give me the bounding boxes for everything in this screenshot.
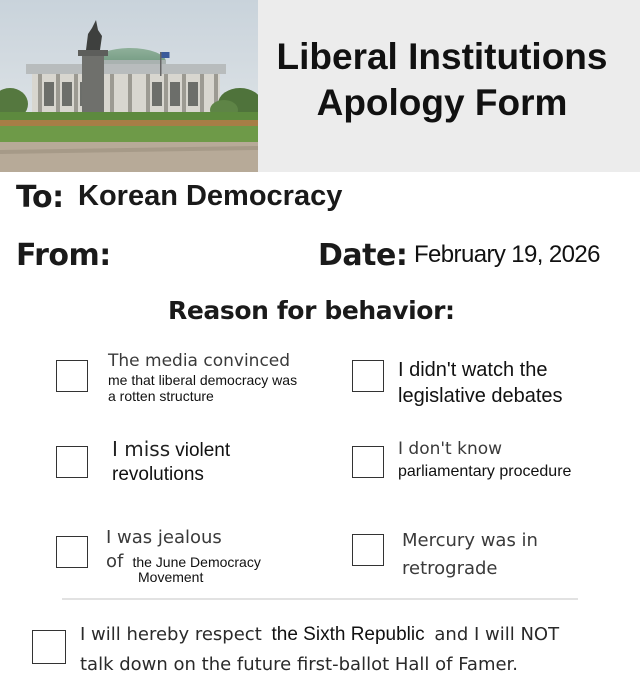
option-media-line3: a rotten structure xyxy=(108,387,214,404)
option-debates-line2: legislative debates xyxy=(398,385,563,407)
checkbox-media[interactable] xyxy=(56,360,88,392)
from-field[interactable] xyxy=(124,270,304,271)
option-procedure-line2: parliamentary procedure xyxy=(398,462,572,480)
from-label: From: xyxy=(16,238,111,273)
divider xyxy=(62,598,578,600)
to-value: Korean Democracy xyxy=(78,180,343,212)
option-jealous-line2a: of xyxy=(106,550,124,572)
form-title xyxy=(244,34,640,126)
checkbox-revolutions[interactable] xyxy=(56,446,88,478)
checkbox-debates[interactable] xyxy=(352,360,384,392)
option-jealous-line3: Movement xyxy=(138,569,204,586)
to-label: To: xyxy=(16,180,64,215)
option-mercury-line1: Mercury was in xyxy=(402,530,538,551)
pledge-line2: talk down on the future first-ballot Hall of Famer. xyxy=(80,654,519,675)
title-line-1: Liberal Institutions xyxy=(276,36,608,77)
date-label: Date: xyxy=(318,238,408,273)
option-mercury-label xyxy=(402,527,538,583)
pledge-label xyxy=(80,620,559,680)
date-value: February 19, 2026 xyxy=(414,241,600,268)
checkbox-procedure[interactable] xyxy=(352,446,384,478)
pledge-line1b: the Sixth Republic xyxy=(271,624,425,645)
checkbox-mercury[interactable] xyxy=(352,534,384,566)
pledge-line1a: I will hereby respect xyxy=(80,624,262,645)
option-mercury-line2: retrograde xyxy=(402,558,498,579)
option-revolutions-line1b: violent xyxy=(175,440,231,461)
reason-heading: Reason for behavior: xyxy=(168,296,455,325)
option-procedure-line1: I don't know xyxy=(398,439,503,459)
option-jealous-line1: I was jealous xyxy=(106,527,222,548)
option-media-line2: me that liberal democracy was xyxy=(108,371,298,388)
option-jealous-label xyxy=(106,528,261,585)
title-line-2: Apology Form xyxy=(316,82,568,123)
form-header xyxy=(0,0,640,172)
option-media-line1: The media convinced xyxy=(108,351,291,371)
option-revolutions-line2: revolutions xyxy=(112,463,204,485)
option-debates-line1: I didn't watch the xyxy=(398,359,548,381)
checkbox-pledge[interactable] xyxy=(32,630,66,664)
pledge-line1c: and I will NOT xyxy=(434,624,560,645)
option-revolutions-line1a: I miss xyxy=(112,437,171,461)
option-debates-label xyxy=(398,357,563,409)
option-procedure-label xyxy=(398,440,571,481)
option-revolutions-label xyxy=(112,438,230,486)
checkbox-jealous[interactable] xyxy=(56,536,88,568)
option-jealous-line2b: the June Democracy xyxy=(132,553,261,570)
national-assembly-photo xyxy=(0,0,258,172)
option-media-label xyxy=(108,352,297,404)
national-assembly-building-image xyxy=(0,0,258,172)
